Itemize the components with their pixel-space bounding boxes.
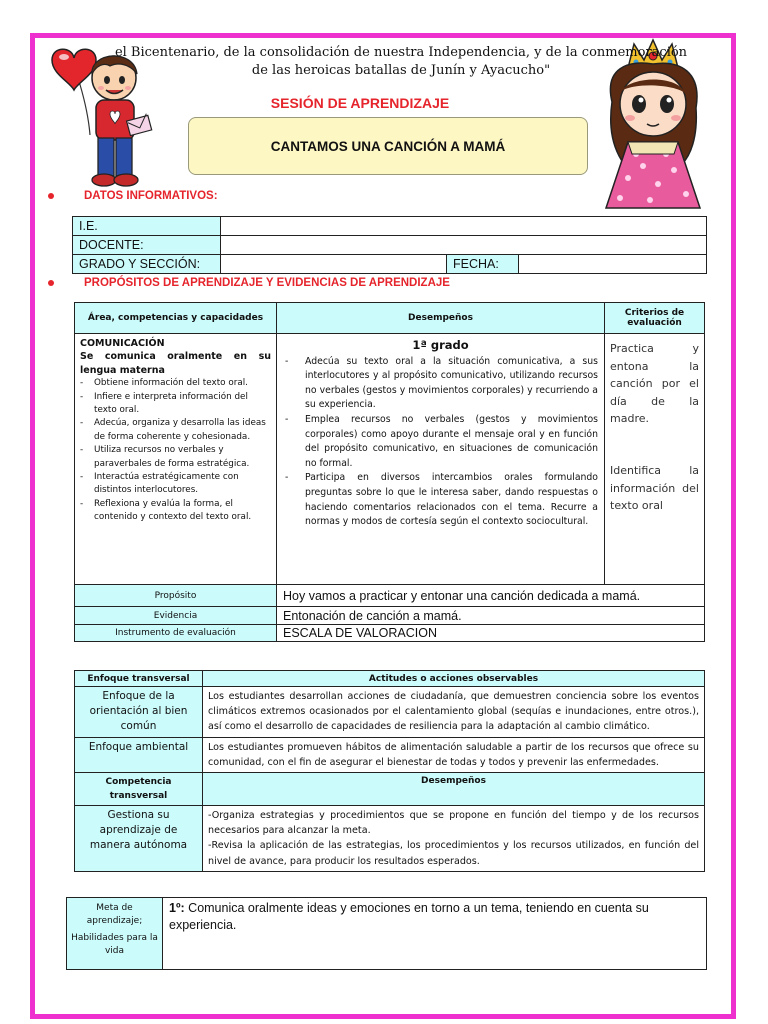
col-enfoque-header: Enfoque transversal (75, 671, 203, 687)
table-row (75, 585, 705, 607)
enfoque-bien-comun: Enfoque de la orientación al bien común (75, 687, 203, 738)
docente-label: DOCENTE: (73, 236, 221, 255)
meta-text: Comunica oralmente ideas y emociones en torno a un tema, teniendo en cuenta su experiencia. (169, 901, 649, 932)
fecha-value-field[interactable] (519, 255, 707, 274)
table-row (75, 806, 705, 872)
desempenos-list (283, 355, 598, 530)
grado-value-field[interactable] (221, 255, 447, 274)
habilidades-label: Habilidades para la vida (71, 933, 158, 956)
bicentennial-motto (96, 44, 706, 80)
bullet-icon (48, 193, 54, 199)
datos-table (72, 216, 707, 274)
motto-line-2: de las heroicas batallas de Junín y Ayacucho" (251, 63, 551, 78)
table-row (75, 687, 705, 738)
docente-value-field[interactable] (221, 236, 707, 255)
competencia-text: Se comunica oralmente en su lengua materna (80, 351, 271, 376)
fecha-label: FECHA: (447, 255, 519, 274)
table-row (75, 625, 705, 642)
list-item: - Obtiene información del texto oral. (80, 377, 271, 390)
grado-label: GRADO Y SECCIÓN: (73, 255, 221, 274)
desempenos-cell (277, 334, 605, 585)
evidencia-label: Evidencia (75, 607, 277, 625)
table-header-row (75, 773, 705, 806)
table-header-row (75, 303, 705, 334)
area-title: COMUNICACIÓN (80, 338, 165, 349)
col-criterios-header: Criterios de evaluación (605, 303, 705, 334)
col-actitudes-header: Actitudes o acciones observables (203, 671, 705, 687)
enfoque-ambiental: Enfoque ambiental (75, 737, 203, 772)
competencia-autonoma: Gestiona su aprendizaje de manera autónoma (75, 806, 203, 872)
table-row (75, 334, 705, 585)
lesson-title: CANTAMOS UNA CANCIÓN A MAMÁ (270, 138, 506, 154)
session-title: SESIÓN DE APRENDIZAJE (270, 95, 450, 111)
list-item: - Adecúa su texto oral a la situación comunicativa, a sus interlocutores y al propósito comunicativo, utilizando recursos no verbales (gestos y movimientos corporales) y recurriendo a su experiencia. (283, 355, 598, 413)
criterios-cell (605, 334, 705, 585)
desempeno-transv-1: -Organiza estrategias y procedimientos que se propone en función del tiempo y de los recursos necesarios para alcanzar la meta. (208, 810, 699, 837)
meta-text-cell (163, 898, 707, 970)
datos-heading (38, 190, 218, 202)
col-area-header: Área, competencias y capacidades (75, 303, 277, 334)
area-cell (75, 334, 277, 585)
capacidades-list (80, 377, 271, 524)
list-item: - Interactúa estratégicamente con distintos interlocutores. (80, 471, 271, 498)
col-desempenos-transv-header: Desempeños (203, 773, 705, 806)
propositos-table (74, 302, 705, 642)
list-item: - Adecúa, organiza y desarrolla las ideas de forma coherente y cohesionada. (80, 417, 271, 444)
propositos-heading (38, 277, 450, 289)
meta-label: Meta de aprendizaje; (86, 903, 143, 926)
list-item: - Emplea recursos no verbales (gestos y movimientos corporales) como apoyo durante el mensaje oral y en función del propósito comunicativo, en situaciones de comunicación no formal. (283, 413, 598, 471)
enfoque-ambiental-text: Los estudiantes promueven hábitos de alimentación saludable a partir de los recursos que ofrece su comunidad, con el fin de asegurar el bienestar de todas y todos y prevenir las enfermedades. (203, 737, 705, 772)
criterio-2: Identifica la información del texto oral (610, 463, 699, 513)
desempeno-transv-2: -Revisa la aplicación de las estrategias, los procedimientos y los recursos utilizados, en función del nivel de avance, para producir los resultados esperados. (208, 840, 699, 867)
meta-prefix: 1º: (169, 901, 185, 915)
meta-label-cell (67, 898, 163, 970)
list-item: - Reflexiona y evalúa la forma, el contenido y contexto del texto oral. (80, 498, 271, 525)
table-row (73, 236, 707, 255)
table-row (73, 255, 707, 274)
table-row (73, 217, 707, 236)
table-row (75, 737, 705, 772)
proposito-value: Hoy vamos a practicar y entonar una canción dedicada a mamá. (277, 585, 705, 607)
instrumento-label: Instrumento de evaluación (75, 625, 277, 642)
list-item: - Infiere e interpreta información del texto oral. (80, 391, 271, 418)
list-item: - Utiliza recursos no verbales y paraverbales de forma estratégica. (80, 444, 271, 471)
enfoques-table (74, 670, 705, 872)
motto-line-1: el Bicentenario, de la consolidación de nuestra Independencia, y de la conmemoración (114, 45, 688, 60)
table-header-row (75, 671, 705, 687)
table-row (67, 898, 707, 970)
grade-label: 1ª grado (412, 338, 469, 352)
bullet-icon (48, 280, 54, 286)
instrumento-value: ESCALA DE VALORACION (277, 625, 705, 642)
meta-table (66, 897, 707, 970)
lesson-title-box (188, 117, 588, 175)
datos-heading-text: DATOS INFORMATIVOS: (84, 190, 218, 202)
evidencia-value: Entonación de canción a mamá. (277, 607, 705, 625)
col-desempenos-header: Desempeños (277, 303, 605, 334)
ie-label: I.E. (73, 217, 221, 236)
propositos-heading-text: PROPÓSITOS DE APRENDIZAJE Y EVIDENCIAS DE APRENDIZAJE (84, 277, 450, 289)
proposito-label: Propósito (75, 585, 277, 607)
competencia-autonoma-text (203, 806, 705, 872)
ie-value-field[interactable] (221, 217, 707, 236)
table-row (75, 607, 705, 625)
criterio-1: Practica y entona la canción por el día de la madre. (610, 342, 699, 426)
list-item: - Participa en diversos intercambios orales formulando preguntas sobre lo que le interesa saber, dando respuestas o haciendo comentarios relacionados con el tema. Recurre a normas y modos de cortesía según el contexto sociocultural. (283, 471, 598, 529)
col-competencia-header: Competencia transversal (75, 773, 203, 806)
enfoque-bien-comun-text: Los estudiantes desarrollan acciones de ciudadanía, que demuestren conciencia sobre los eventos climáticos extremos ocasionados por el calentamiento global (sequías e inundaciones, entre otros.), así como el desarrollo de capacidades de resiliencia para la adaptación al cambio climático. (203, 687, 705, 738)
